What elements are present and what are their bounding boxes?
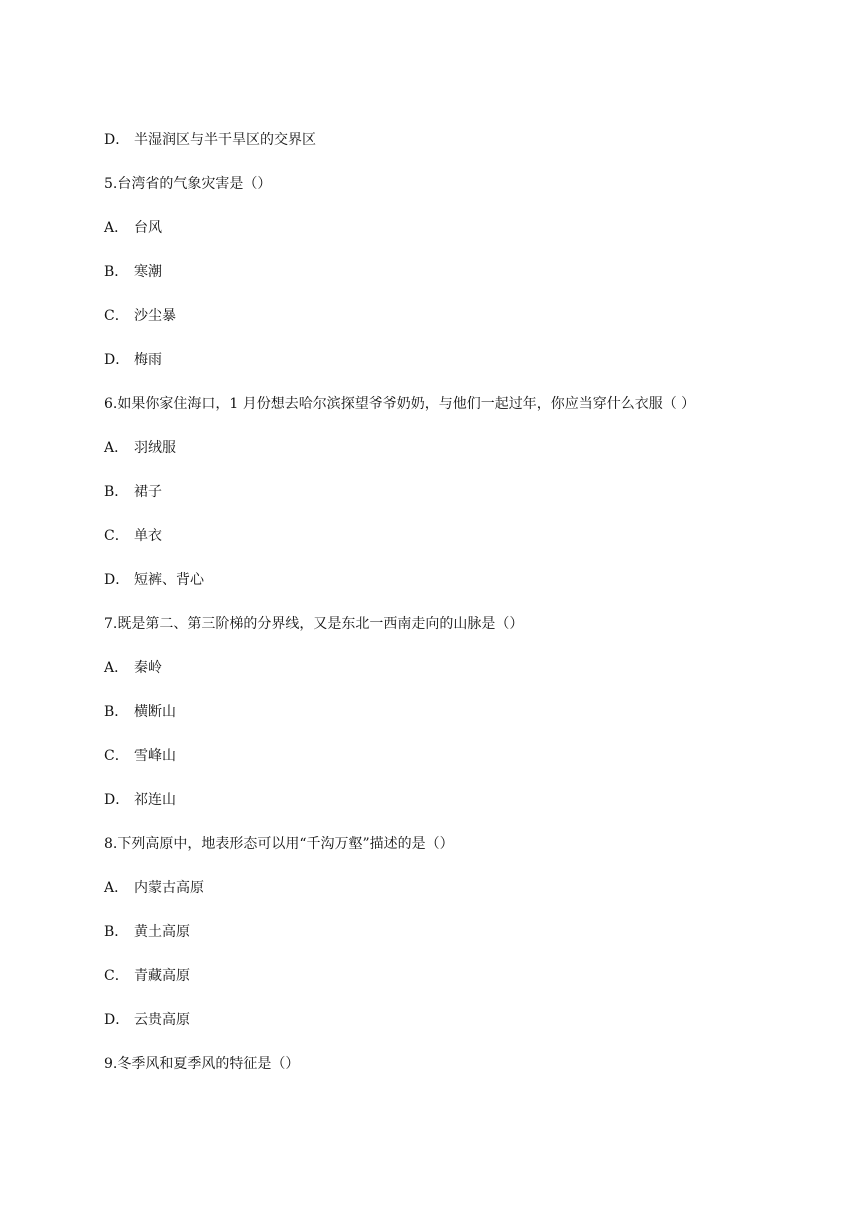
option-text: 雪峰山 (134, 748, 176, 764)
option-letter: C． (104, 748, 129, 764)
option-letter: A． (104, 660, 129, 676)
option-text: 寒潮 (134, 264, 162, 280)
option-text: 短裤、背心 (134, 572, 204, 588)
option-line (104, 967, 190, 985)
option-letter: C． (104, 528, 129, 544)
option-letter: D． (104, 1012, 130, 1028)
option-text: 秦岭 (134, 660, 162, 676)
option-text: 梅雨 (134, 352, 162, 368)
question-line: 6.如果你家住海口，1 月份想去哈尔滨探望爷爷奶奶，与他们一起过年，你应当穿什么衣服（ ） (104, 396, 696, 412)
option-text: 裙子 (134, 484, 162, 500)
question-line: 7.既是第二、第三阶梯的分界线，又是东北一西南走向的山脉是（） (104, 616, 524, 632)
question-line: 9.冬季风和夏季风的特征是（） (104, 1056, 300, 1072)
option-text: 羽绒服 (134, 440, 176, 456)
option-text: 沙尘暴 (134, 308, 176, 324)
option-line (104, 659, 162, 677)
option-text: 青藏高原 (134, 968, 190, 984)
option-text: 黄土高原 (134, 924, 190, 940)
option-line (104, 307, 176, 325)
option-letter: B． (104, 264, 129, 280)
option-letter: C． (104, 308, 129, 324)
option-text: 横断山 (134, 704, 176, 720)
question-line: 8.下列高原中，地表形态可以用“千沟万壑”描述的是（） (104, 836, 454, 852)
option-line (104, 791, 176, 809)
option-letter: B． (104, 484, 129, 500)
option-letter: A． (104, 220, 129, 236)
option-letter: A． (104, 440, 129, 456)
option-line (104, 351, 162, 369)
option-text: 内蒙古高原 (134, 880, 204, 896)
option-text: 云贵高原 (134, 1012, 190, 1028)
option-line (104, 703, 176, 721)
option-line (104, 131, 316, 149)
option-line (104, 483, 162, 501)
option-line (104, 1011, 190, 1029)
option-letter: D． (104, 792, 130, 808)
option-line (104, 747, 176, 765)
option-text: 半湿润区与半干旱区的交界区 (134, 132, 316, 148)
option-text: 台风 (134, 220, 162, 236)
option-line (104, 527, 162, 545)
option-letter: D． (104, 572, 130, 588)
option-letter: B． (104, 704, 129, 720)
option-letter: D． (104, 132, 130, 148)
option-line (104, 263, 162, 281)
option-letter: D． (104, 352, 130, 368)
option-line (104, 439, 176, 457)
option-line (104, 879, 204, 897)
option-letter: C． (104, 968, 129, 984)
option-line (104, 923, 190, 941)
option-text: 祁连山 (134, 792, 176, 808)
option-line (104, 571, 204, 589)
option-text: 单衣 (134, 528, 162, 544)
option-letter: A． (104, 880, 129, 896)
option-line (104, 219, 162, 237)
question-line: 5.台湾省的气象灾害是（） (104, 176, 272, 192)
option-letter: B． (104, 924, 129, 940)
